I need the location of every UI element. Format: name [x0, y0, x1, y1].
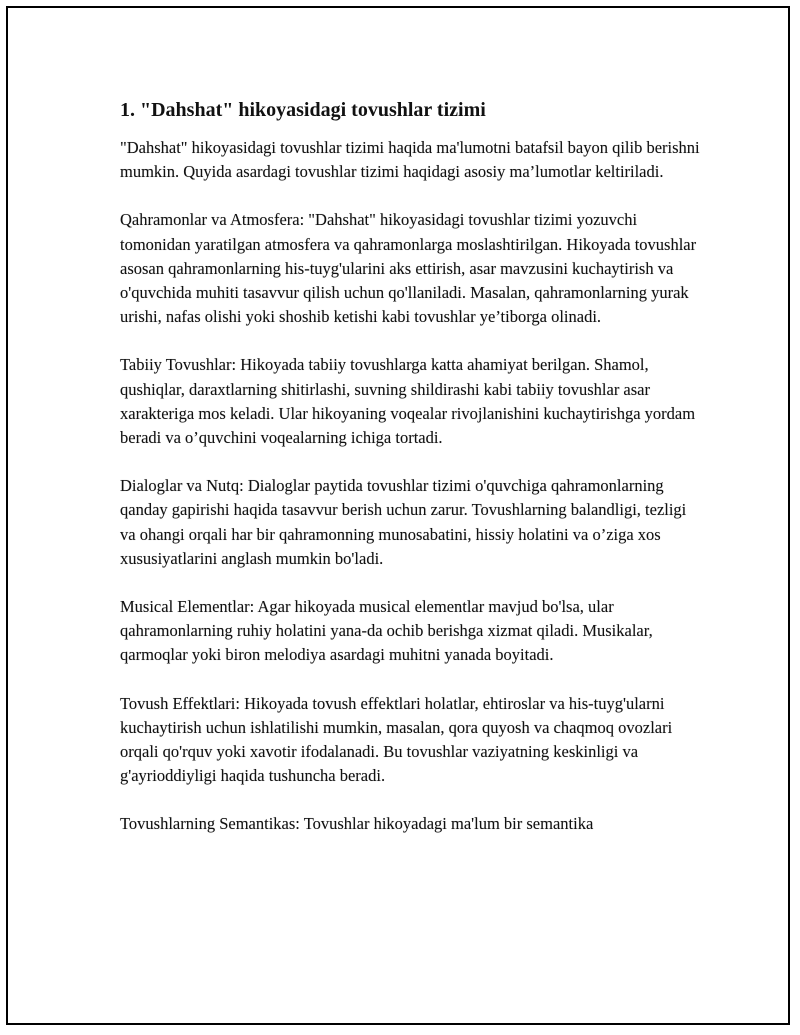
paragraph-musical-elements: Musical Elementlar: Agar hikoyada musical elementlar mavjud bo'lsa, ular qahramonlarning ruhiy holatini yana-da ochib berishga xizmat qiladi. Musikalar, qarmoqlar yoki biron melodiya asardagi muhitni yanada boyitadi.	[120, 597, 653, 665]
paragraph-natural-sounds: Tabiiy Tovushlar: Hikoyada tabiiy tovushlarga katta ahamiyat berilgan. Shamol, qushiqlar, daraxtlarning shitirlashi, suvning shildirashi kabi tabiiy tovushlar asar xarakteriga mos keladi. Ular hikoyaning voqealar rivojlanishini kuchaytirishga yordam beradi va o’quvchini voqealarning ichiga tortadi.	[120, 355, 696, 448]
paragraph-dialogues-speech: Dialoglar va Nutq: Dialoglar paytida tovushlar tizimi o'quvchiga qahramonlarning qanday gapirishi haqida tasavvur berish uchun zarur. Tovushlarning balandligi, tezligi va ohangi orqali har bir qahramonning munosabatini, hissiy holatini va o’ziga xos xususiyatlarini anglash mumkin bo'ladi.	[120, 476, 687, 568]
document-body	[120, 96, 700, 861]
paragraph-sound-semantics: Tovushlarning Semantikas: Tovushlar hikoyadagi ma'lum bir semantika	[120, 814, 594, 834]
paragraph-intro: "Dahshat" hikoyasidagi tovushlar tizimi haqida ma'lumotni batafsil bayon qilib berishni mumkin. Quyida asardagi tovushlar tizimi haqidagi asosiy ma’lumotlar keltiriladi.	[120, 138, 700, 182]
section-heading: 1. "Dahshat" hikoyasidagi tovushlar tizimi	[120, 99, 486, 121]
document-page	[6, 6, 790, 1025]
paragraph-characters-atmosphere: Qahramonlar va Atmosfera: "Dahshat" hikoyasidagi tovushlar tizimi yozuvchi tomonidan yaratilgan atmosfera va qahramonlarga moslashtirilgan. Hikoyada tovushlar asosan qahramonlarning his-tuyg'ularini aks ettirish, asar mavzusini kuchaytirish va o'quvchida muhiti tasavvur qilish uchun qo'llaniladi. Masalan, qahramonlarning yurak urishi, nafas olishi yoki shoshib ketishi kabi tovushlar ye’tiborga olinadi.	[120, 210, 697, 327]
paragraph-sound-effects: Tovush Effektlari: Hikoyada tovush effektlari holatlar, ehtiroslar va his-tuyg'ularni kuchaytirish uchun ishlatilishi mumkin, masalan, qora quyosh va chaqmoq ovozlari orqali qo'rquv yoki xavotir ifodalanadi. Bu tovushlar vaziyatning keskinligi va g'ayrioddiyligi haqida tushuncha beradi.	[120, 693, 673, 786]
